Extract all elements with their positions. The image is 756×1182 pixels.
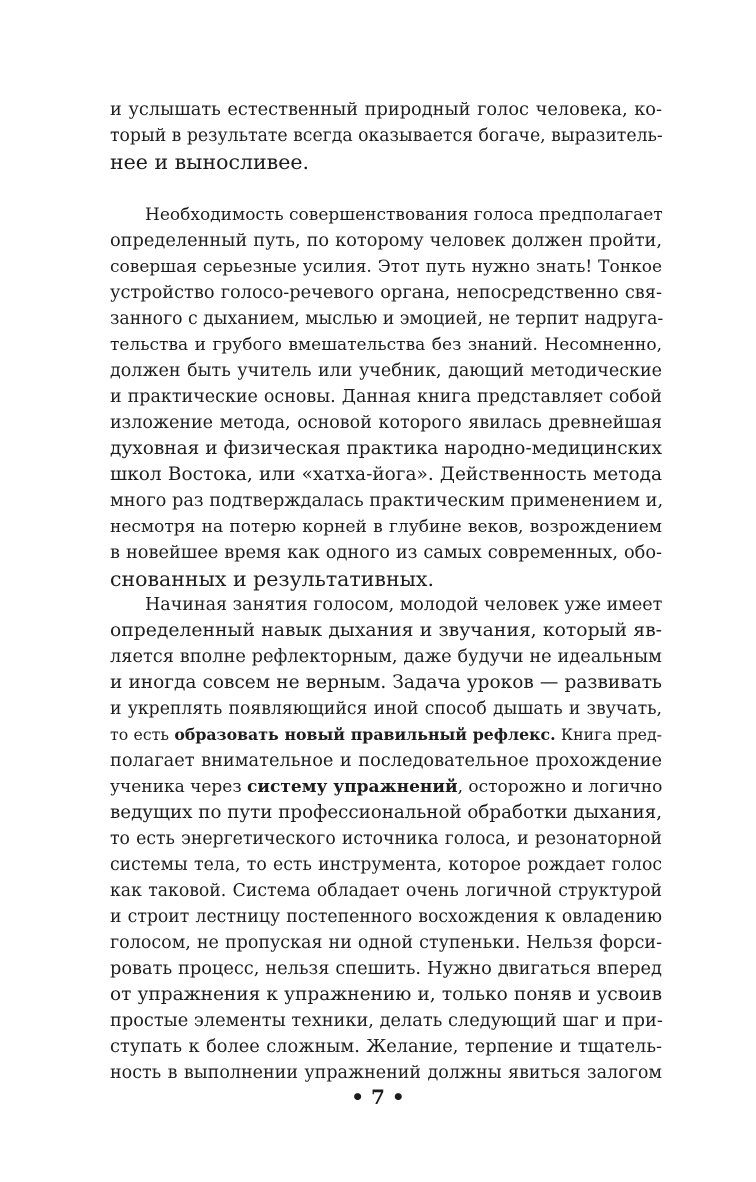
text-line: много раз подтверждалась практическим применением и,: [110, 491, 664, 511]
text-line: простые элементы техники, делать следующий шаг и при-: [110, 1011, 663, 1031]
text-line: духовная и физическая практика народно-медицинских: [110, 438, 662, 459]
text-line: ровать процесс, нельзя спешить. Нужно двигаться вперед: [110, 959, 662, 979]
text-segment: то есть: [110, 725, 175, 744]
text-line: системы тела, то есть инструмента, которое рождает голос: [110, 855, 662, 875]
text-line: и укреплять появляющийся иной способ дышать и звучать,: [110, 699, 662, 719]
text-line: несмотря на потерю корней в глубине веков, возрождением: [110, 517, 662, 537]
text-line: Начиная занятия голосом, молодой человек уже имеет: [145, 595, 663, 615]
text-line: снованных и результативных.: [110, 567, 434, 591]
text-line: занного с дыханием, мыслью и эмоцией, не терпит надруга-: [110, 309, 664, 329]
text-segment: Книга пред-: [555, 725, 663, 744]
text-line: и услышать естественный природный голос человека, ко-: [110, 100, 662, 120]
text-line: ступать к более сложным. Желание, терпение и тщатель-: [110, 1037, 662, 1057]
text-line: и практические основы. Данная книга представляет собой: [110, 387, 662, 407]
text-line: устройство голосо-речевого органа, непосредственно свя-: [110, 283, 662, 303]
text-line: как таковой. Система обладает очень логичной структурой: [110, 881, 662, 901]
text-line: ведущих по пути профессиональной обработки дыхания,: [110, 802, 662, 823]
bold-emphasis: систему упражнений: [247, 777, 458, 797]
text-line: от упражнения к упражнению и, только поняв и усвоив: [110, 984, 662, 1005]
text-line: в новейшее время как одного из самых современных, обо-: [110, 543, 662, 563]
bold-emphasis: образовать новый правильный рефлекс.: [174, 725, 556, 744]
text-line: тельства и грубого вмешательства без знаний. Несомненно,: [110, 335, 662, 355]
text-line: [110, 723, 662, 747]
text-line: Необходимость совершенствования голоса предполагает: [145, 205, 663, 225]
text-line: совершая серьезные усилия. Этот путь нужно знать! Тонкое: [110, 257, 662, 277]
text-line: торый в результате всегда оказывается богаче, выразитель-: [110, 126, 663, 146]
text-line: голосом, не пропуская ни одной ступеньки. Нельзя форси-: [110, 933, 662, 953]
text-line: изложение метода, основой которого явилась древнейшая: [110, 413, 662, 433]
text-line: и иногда совсем не верным. Задача уроков — развивать: [110, 672, 662, 693]
text-line: определенный путь, по которому человек должен пройти,: [110, 231, 662, 251]
text-line: школ Востока, или «хатха-йога». Действенность метода: [110, 464, 662, 485]
text-segment: , осторожно и логично: [457, 777, 663, 797]
text-line: нее и выносливее.: [110, 150, 309, 174]
page-number: • 7 •: [351, 1085, 405, 1109]
text-line: ность в выполнении упражнений должны явиться залогом: [110, 1063, 662, 1083]
text-line: [110, 775, 662, 799]
text-line: ляется вполне рефлекторным, даже будучи не идеальным: [110, 647, 662, 667]
text-line: то есть энергетического источника голоса, и резонаторной: [110, 829, 662, 849]
text-line: и строит лестницу постепенного восхождения к овладению: [110, 907, 662, 927]
text-line: должен быть учитель или учебник, дающий методические: [110, 361, 662, 381]
text-line: полагает внимательное и последовательное прохождение: [110, 751, 662, 771]
text-line: определенный навык дыхания и звучания, который яв-: [110, 620, 662, 641]
text-segment: ученика через: [110, 777, 248, 797]
